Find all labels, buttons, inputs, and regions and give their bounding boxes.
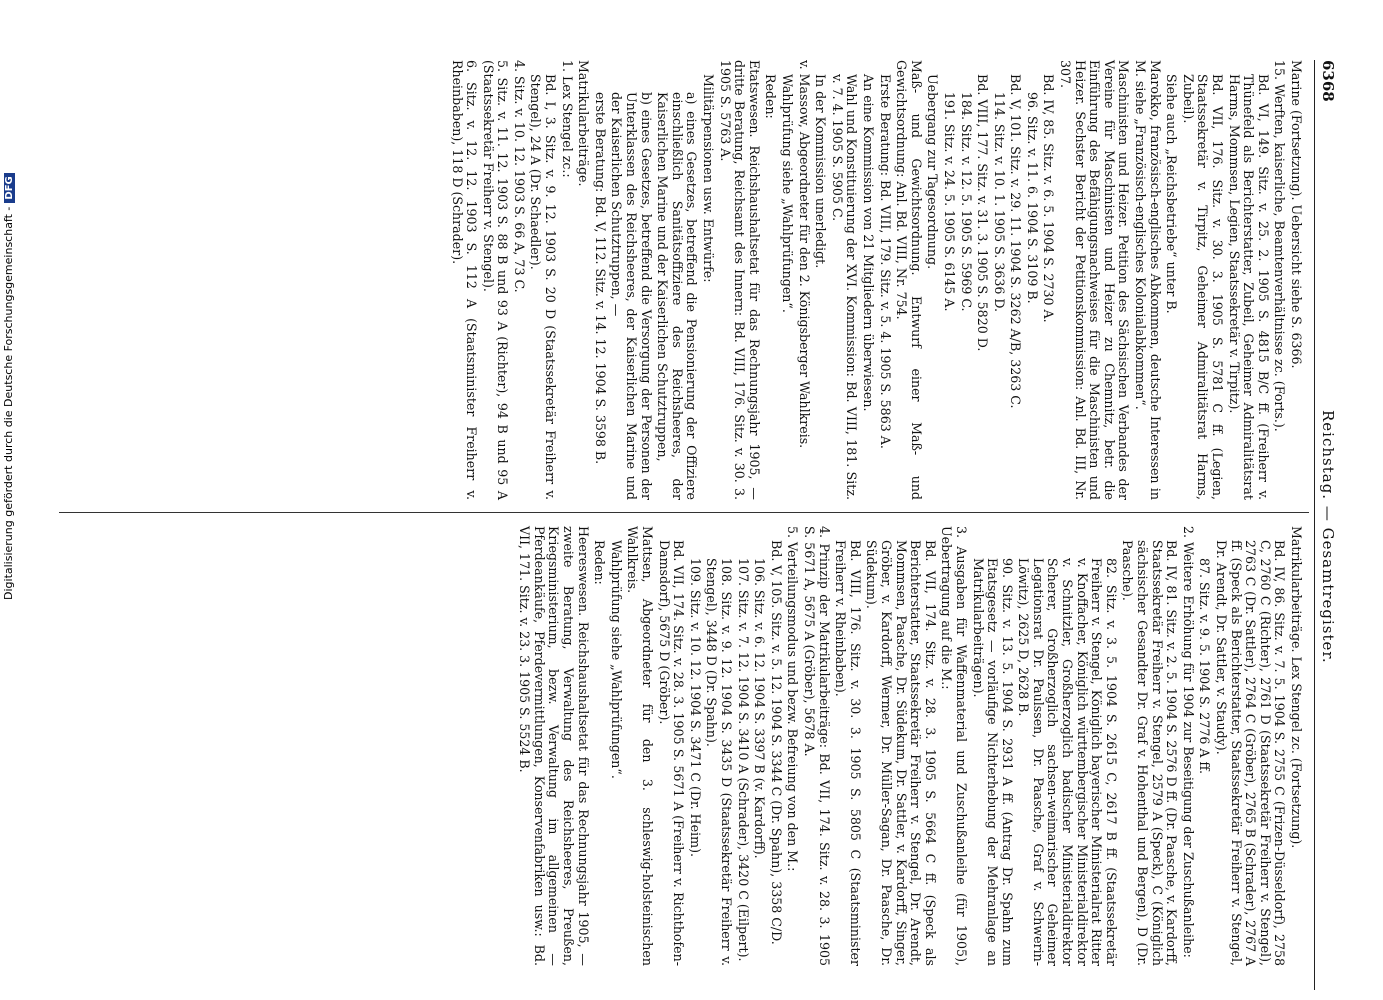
- left-column-entry: 4. Sitz. v. 10. 12. 1903 S. 66 A, 73 C.: [511, 60, 527, 293]
- left-column-entry: Bd. VII, 176. Sitz. v. 30. 3. 1905 S. 5781 C ff. (Legien, Staatssekretär v. Tirpitz, Geheimer Admiralitätsrat Harms, Zubeil).: [1180, 74, 1226, 500]
- right-column-entry: 106. Sitz. v. 6. 12. 1904 S. 3397 B (v. Kardorff).: [752, 558, 768, 859]
- right-column-entry: Bd. IV, 81. Sitz. v. 2. 5. 1904 S. 2576 D ff. (Dr. Paasche, v. Kardorff, Staatssekretär Freiherr v. Stengel, 2579 A (Speck), C (Königlich sächsischer Gesandter Dr. Graf v. Hohenthal und Bergen), D (Dr. Paasche).: [1120, 540, 1180, 966]
- left-column-entry: 5. Sitz. v. 11. 12. 1903 S. 88 B und 93 A (Richter), 94 B und 95 A (Staatssekretär Freiherr v. Stengel).: [480, 60, 511, 500]
- right-column-entry: 4. Prinzip der Matrikularbeiträge: Bd. VII, 174. Sitz. v. 28. 3. 1905 S. 5671 A, 5675 A (Gröber), 5678 A.: [802, 526, 832, 966]
- right-column-entry: 90. Sitz. v. 13. 5. 1904 S. 2931 A ff. (Antrag Dr. Spahn zum Etatsgesetz — vorläufige Nichterhebung der Mehranlage an Matrikularbeiträgen).: [970, 558, 1015, 966]
- left-column-entry: Siehe auch „Reichsbetriebe“ unter B.: [1164, 74, 1180, 314]
- right-column-entry: Reden:: [592, 540, 608, 585]
- right-column-entry: 2. Weitere Erhöhung für 1904 zur Beseitigung der Zuschußanleihe:: [1180, 526, 1196, 958]
- left-column-entry: b) eines Gesetzes, betreffend die Versorgung der Personen der Unterklassen des Reichsheeres, der Kaiserlichen Marine und der Kaiserlichen Schutztruppen, —: [609, 92, 654, 500]
- left-column-entry: v. Massow, Abgeordneter für den 2. Königsberger Wahlkreis.: [796, 60, 812, 449]
- header-rule: [1314, 60, 1315, 990]
- digitization-footer: [2, 176, 18, 600]
- left-column-entry: Reden:: [763, 74, 779, 119]
- left-column-entry: Bd. I, 3. Sitz. v. 9. 12. 1903 S. 20 D (Staatssekretär Freiherr v. Stengel), 24 A (Dr. Schaedler).: [528, 74, 559, 500]
- left-column-entry: 114. Sitz. v. 10. 1. 1905 S. 3636 D.: [991, 92, 1007, 313]
- left-column-entry: 1. Lex Stengel zc.:: [559, 60, 575, 178]
- left-column-entry: Maß- und Gewichtsordnung. Entwurf einer Maß- und Gewichtsordnung: Anl. Bd. VIII, Nr. 754.: [894, 60, 924, 500]
- left-column-entry: Erste Beratung: Bd. VIII, 179. Sitz. v. 5. 4. 1905 S. 5863 A.: [877, 74, 893, 449]
- right-column-entry: Bd. V, 105. Sitz. v. 5. 12. 1904 S. 3344 C (Dr. Spahn), 3358 C/D.: [768, 540, 784, 945]
- left-column-entry: 184. Sitz. v. 12. 5. 1905 S. 5969 C.: [958, 92, 974, 312]
- right-column-entry: Bd. VII, 174. Sitz. v. 28. 3. 1905 S. 5664 C ff. (Speck als Berichterstatter, Staatssekretär Freiherr v. Stengel, Dr. Arendt, Mommsen, Paasche, Dr. Südekum, Dr. Sattler, v. Kardorff, Singer, Gröber, v. Kardorff, Wermer, Dr. Müller-Sagan, Dr. Paasche, Dr. Südekum).: [864, 540, 938, 966]
- left-column-entry: Etatswesen. Reichshaushaltsetat für das Rechnungsjahr 1905, — dritte Beratung, Reichsamt des Innern: Bd. VIII, 176. Sitz. v. 30. 3. 1905 S. 5763 A.: [717, 60, 762, 500]
- page-title: Reichstag. — Gesamtregister.: [1319, 410, 1337, 664]
- right-column-entry: Mattsen, Abgeordneter für den 3. schleswig-holsteinischen Wahlkreis.: [625, 526, 656, 966]
- left-column-entry: Bd. V, 101. Sitz. v. 29. 11. 1904 S. 3262 A/B, 3263 C.: [1008, 74, 1024, 409]
- right-column-entry: 107. Sitz. v. 7. 12. 1904 S. 3410 A (Schrader), 3420 C (Eilpert).: [735, 558, 751, 962]
- footer-text: Digitalisierung gefördert durch die Deutsche Forschungsgemeinschaft -: [2, 206, 15, 600]
- left-column-entry: Militärpensionen usw. Entwürfe:: [701, 74, 717, 283]
- left-column-entry: Marokko, französisch-englisches Abkommen, deutsche Interessen in M. siehe „Französisch-englisches Kolonialabkommen“.: [1133, 60, 1163, 500]
- right-column-entry: Bd. VIII, 176. Sitz. v. 30. 3. 1905 S. 5805 C (Staatsminister Freiherr v. Rheinbaben).: [833, 540, 863, 966]
- right-column-entry: Bd. VII, 174. Sitz. v. 28. 3. 1905 S. 5671 A (Freiherr v. Richthofen-Damsdorf), 5675 D (Gröber).: [656, 540, 687, 966]
- right-column-entry: Heereswesen. Reichshaushaltsetat für das Rechnungsjahr 1905, — zweite Beratung, Verwaltung des Reichsheeres, Preußen, Kriegsministerium, bezw. Verwaltung im allgemeinen — Pferdeankäufe, Pferdevermittlungen, Konservenfabriken usw.: Bd. VII, 171. Sitz. v. 23. 3. 1905 S. 5524 B.: [517, 526, 591, 966]
- right-column-entry: 3. Ausgaben für Waffenmaterial und Zuschußanleihe (für 1905), Uebertragung auf die M.:: [939, 526, 969, 966]
- right-column-entry: 87. Sitz. v. 9. 5. 1904 S. 2776 A ff.: [1197, 558, 1213, 774]
- left-column-entry: Bd. VI, 149. Sitz. v. 25. 2. 1905 S. 4815 B/C ff. (Freiherr v. Thünefeld als Berichterstatter, Zubeil, Geheimer Admiralitätsrat Harms, Mommsen, Legien, Staatssekretär v. Tirpitz).: [1226, 74, 1271, 500]
- left-column-entry: An eine Kommission von 21 Mitgliedern überwiesen.: [860, 74, 876, 412]
- left-column-entry: Marine (Fortsetzung). Uebersicht siehe S. 6366.: [1289, 60, 1304, 369]
- left-column: [447, 60, 1303, 500]
- dfg-logo: DFG: [4, 173, 15, 202]
- left-column-entry: Matrikularbeiträge.: [576, 60, 592, 187]
- right-column-entry: Wahlprüfung siehe „Wahlprüfungen“.: [608, 540, 624, 779]
- left-column-entry: Maschinisten und Heizer. Petition des Sächsischen Verbandes der Vereine für Maschinisten und Heizer zu Chemnitz, betr. die Einführung des Befähigungsnachweises für die Maschinisten und Heizer. Sechster Bericht der Petitionskommission: Anl. Bd. III, Nr. 307.: [1058, 60, 1132, 500]
- right-column-entry: Bd. IV, 86. Sitz. v. 7. 5. 1904 S. 2755 C (Frizen-Düsseldorf), 2758 C, 2760 C (Richter), 2761 D (Staatssekretär Freiherr v. Stengel), 2763 C (Dr. Sattler), 2764 C (Gröber), 2765 B (Schrader), 2767 A ff. (Speck als Berichterstatter, Staatssekretär Freiherr v. Stengel, Dr. Arendt, Dr. Sattler, v. Staudy).: [1214, 540, 1288, 966]
- left-column-entry: Bd. IV, 85. Sitz. v. 6. 5. 1904 S. 2730 A.: [1041, 74, 1057, 323]
- left-column-entry: 96. Sitz. v. 11. 6. 1904 S. 3109 B.: [1024, 92, 1040, 304]
- left-column-entry: Wahl und Konstituierung der XVI. Kommission: Bd. VIII, 181. Sitz. v. 7. 4. 1905 S. 5905 C.: [829, 74, 860, 500]
- left-column-entry: 6. Sitz. v. 12. 12. 1903 S. 112 A (Staatsminister Freiherr v. Rheinbaben), 118 D (Schrader).: [449, 60, 480, 500]
- page-header: [1315, 60, 1335, 990]
- left-column-entry: Bd. VIII, 177. Sitz. v. 31. 3. 1905 S. 5820 D.: [975, 74, 991, 352]
- right-column-entry: 108. Sitz. v. 9. 12. 1904 S. 3435 D (Staatssekretär Freiherr v. Stengel), 3448 D (Dr. Spahn).: [704, 558, 735, 966]
- right-column: [515, 526, 1303, 966]
- rotated-register-page: [55, 60, 1335, 990]
- left-column-entry: In der Kommission unerledigt.: [813, 74, 829, 269]
- right-column-entry: 82. Sitz. v. 3. 5. 1904 S. 2615 C, 2617 B ff. (Staatssekretär Freiherr v. Stengel, Königlich bayerischer Ministerialrat Ritter v. Knoffacher, Königlich württembergischer Ministerialdirektor v. Schnitzler, Großherzoglich badischer Ministerialdirektor Scherer, Großherzoglich sachsen-weimarischer Geheimer Legationsrat Dr. Paulssen, Dr. Paasche, Graf v. Schwerin-Löwitz), 2625 D, 2628 B.: [1016, 558, 1119, 966]
- left-column-entry: 191. Sitz. v. 24. 5. 1905 S. 6145 A.: [941, 92, 957, 312]
- left-column-entry: a) eines Gesetzes, betreffend die Pensionierung der Offiziere einschließlich Sanitätsoffiziere des Reichsheeres, der Kaiserlichen Marine und der Kaiserlichen Schutztruppen,: [655, 92, 700, 500]
- left-column-entry: erste Beratung: Bd. V, 112. Sitz. v. 14. 12. 1904 S. 3598 B.: [592, 92, 608, 465]
- right-column-entry: 109. Sitz. v. 10. 12. 1904 S. 3471 C (Dr. Heim).: [687, 558, 703, 857]
- right-column-entry: Matrikularbeiträge. Lex Stengel zc. (Fortsetzung).: [1289, 526, 1304, 849]
- left-column-entry: Uebergang zur Tagesordnung.: [925, 74, 941, 270]
- left-column-entry: Wahlprüfung siehe „Wahlprüfungen“.: [780, 74, 795, 313]
- right-column-entry: 5. Verteilungsmodus und bezw. Befreiung von den M.:: [785, 526, 801, 872]
- column-divider: [59, 512, 1309, 513]
- left-column-entry: 15. Werften, kaiserliche, Beamtenverhältnisse zc. (Forts.).: [1272, 60, 1288, 432]
- page-number: 6368: [1319, 60, 1337, 102]
